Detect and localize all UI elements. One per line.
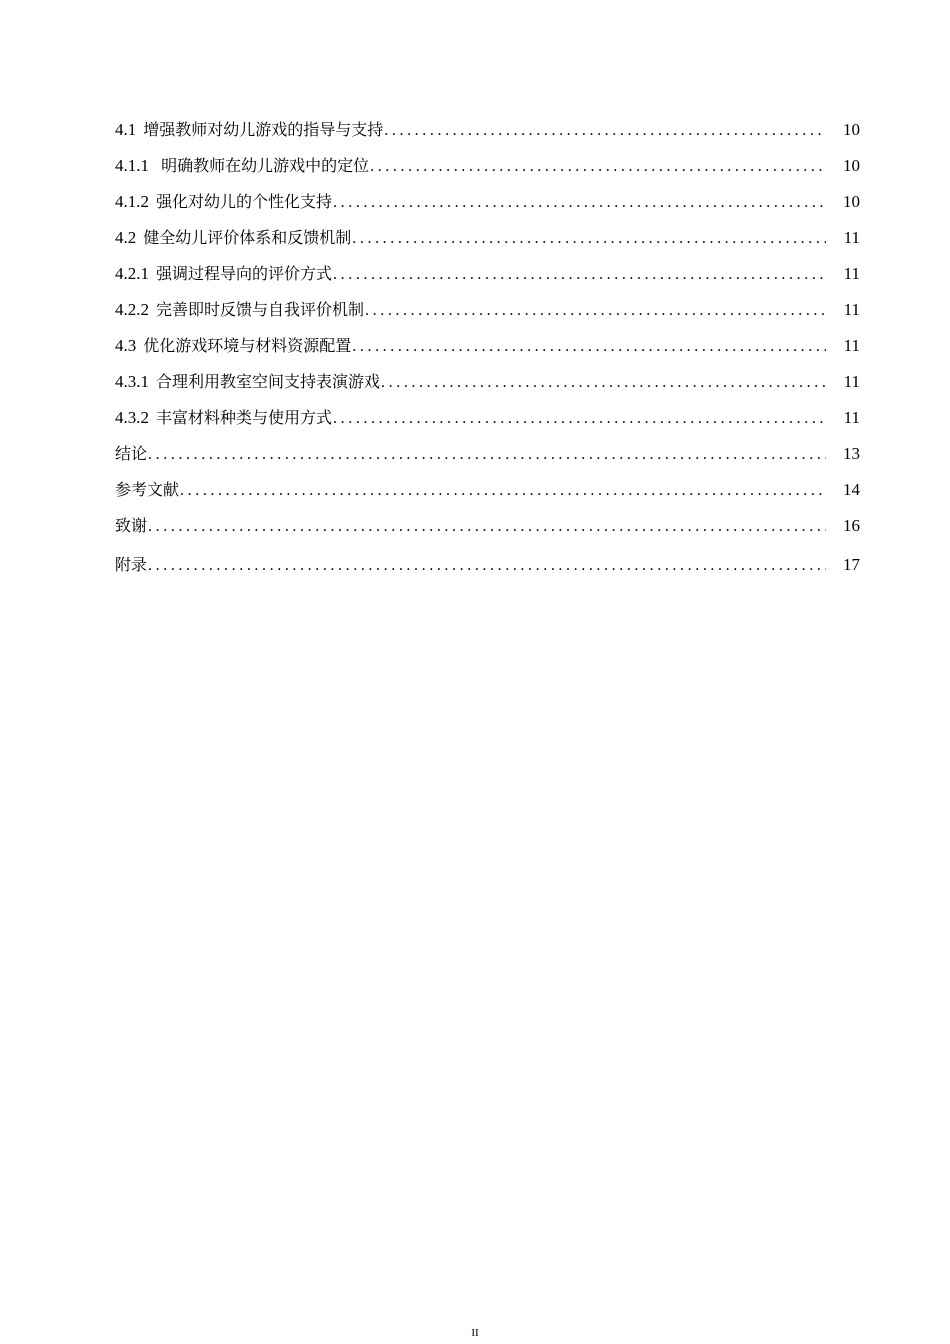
toc-entry-text: 合理利用教室空间支持表演游戏 <box>156 372 381 391</box>
toc-entry-page: 10 <box>843 120 860 139</box>
toc-dot-leader <box>384 117 826 145</box>
toc-entry-text: 强调过程导向的评价方式 <box>156 264 333 283</box>
toc-entry-page: 11 <box>843 408 860 427</box>
toc-entry[interactable] <box>115 332 860 368</box>
toc-entry-title <box>115 332 351 360</box>
toc-entry-page: 11 <box>843 336 860 355</box>
toc-entry[interactable] <box>115 368 860 404</box>
toc-entry[interactable] <box>115 188 860 224</box>
toc-entry-title <box>115 152 369 180</box>
toc-entry-title <box>115 512 147 540</box>
toc-dot-leader <box>352 225 826 253</box>
toc-entry-text: 强化对幼儿的个性化支持 <box>156 192 333 211</box>
toc-entry-number: 4.1.2 <box>115 192 149 211</box>
toc-dot-leader <box>352 333 826 361</box>
toc-entry-page: 11 <box>843 264 860 283</box>
toc-entry-page: 13 <box>843 444 860 463</box>
toc-entry[interactable] <box>115 551 860 587</box>
toc-entry-number: 4.3 <box>115 336 137 355</box>
toc-entry-page: 10 <box>843 192 860 211</box>
toc-entry-number: 4.3.2 <box>115 408 149 427</box>
toc-entry[interactable] <box>115 116 860 152</box>
toc-entry-title <box>115 224 351 252</box>
toc-entry-page: 10 <box>843 156 860 175</box>
toc-entry-title <box>115 260 332 288</box>
toc-entry-number: 4.1.1 <box>115 156 149 175</box>
toc-entry-page: 11 <box>843 300 860 319</box>
toc-entry-number: 4.2.1 <box>115 264 149 283</box>
toc-dot-leader <box>180 477 826 505</box>
page-number: II <box>471 1327 479 1339</box>
toc-entry-text: 完善即时反馈与自我评价机制 <box>156 300 365 319</box>
toc-dot-leader <box>148 441 826 469</box>
toc-entry[interactable] <box>115 404 860 440</box>
toc-entry-text: 优化游戏环境与材料资源配置 <box>143 336 352 355</box>
toc-entry-page: 16 <box>843 516 860 535</box>
toc-entry-text: 结论 <box>115 444 148 463</box>
toc-entry-number: 4.3.1 <box>115 372 149 391</box>
toc-entry-title <box>115 296 364 324</box>
toc-entry[interactable] <box>115 512 860 548</box>
toc-entry-text: 附录 <box>115 555 148 574</box>
toc-entry-number: 4.2.2 <box>115 300 149 319</box>
toc-entry-text: 参考文献 <box>115 480 180 499</box>
toc-dot-leader <box>365 297 826 325</box>
toc-entry-number: 4.1 <box>115 120 137 139</box>
toc-dot-leader <box>148 513 826 541</box>
toc-entry-text: 致谢 <box>115 516 148 535</box>
toc-dot-leader <box>381 369 826 397</box>
toc-dot-leader <box>333 405 826 433</box>
toc-entry-text: 丰富材料种类与使用方式 <box>156 408 333 427</box>
toc-entry[interactable] <box>115 296 860 332</box>
toc-entry-title <box>115 440 147 468</box>
toc-entry-text: 增强教师对幼儿游戏的指导与支持 <box>143 120 384 139</box>
toc-entry-page: 14 <box>843 480 860 499</box>
toc-entry-page: 11 <box>843 228 860 247</box>
toc-entry-text: 健全幼儿评价体系和反馈机制 <box>143 228 352 247</box>
toc-entry-title <box>115 404 332 432</box>
toc-dot-leader <box>148 552 826 580</box>
toc-entry[interactable] <box>115 440 860 476</box>
toc-entry-title <box>115 116 383 144</box>
toc-entry[interactable] <box>115 152 860 188</box>
toc-entry-number: 4.2 <box>115 228 137 247</box>
toc-dot-leader <box>333 261 826 289</box>
toc-entry-title <box>115 368 380 396</box>
toc-dot-leader <box>370 153 826 181</box>
toc-entry[interactable] <box>115 476 860 512</box>
toc-entry-text: 明确教师在幼儿游戏中的定位 <box>156 156 370 175</box>
toc-entry-title <box>115 551 147 579</box>
table-of-contents <box>115 116 860 587</box>
toc-entry-title <box>115 188 332 216</box>
toc-entry-title <box>115 476 179 504</box>
toc-entry[interactable] <box>115 260 860 296</box>
toc-entry-page: 17 <box>843 555 860 574</box>
toc-entry-page: 11 <box>843 372 860 391</box>
toc-dot-leader <box>333 189 826 217</box>
toc-entry[interactable] <box>115 224 860 260</box>
